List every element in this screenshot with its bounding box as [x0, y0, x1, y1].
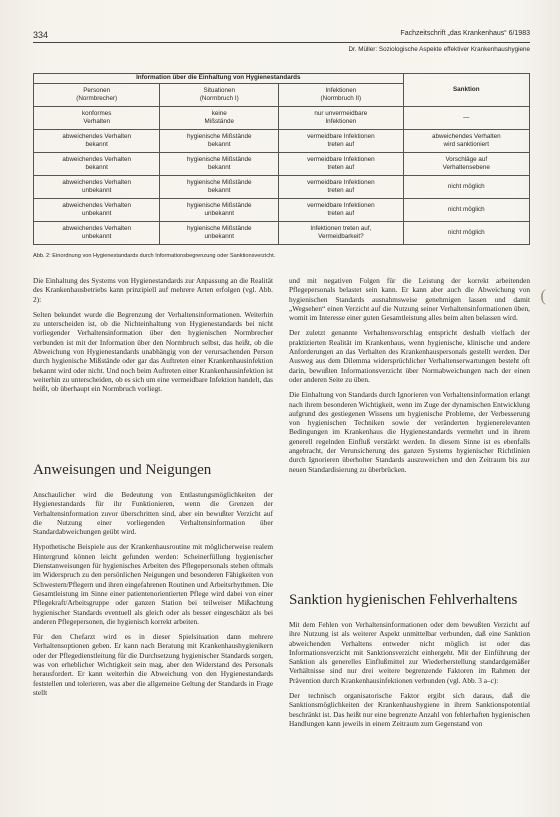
table-body [34, 107, 530, 245]
table-cell: abweichendes Verhalten bekannt [34, 130, 160, 153]
right-column-bottom [289, 620, 530, 734]
table-cell: hygienische Mißstände unbekannt [160, 222, 279, 245]
table-cell: vermeidbare Infektionen treten auf [279, 130, 403, 153]
table-cell: — [403, 107, 529, 130]
table-title: Information über die Einhaltung von Hygienestandards [34, 74, 404, 84]
table-cell: abweichendes Verhalten bekannt [34, 153, 160, 176]
right-column-top [289, 276, 530, 480]
table-cell: nicht möglich [403, 176, 529, 199]
table-cell: abweichendes Verhalten unbekannt [34, 176, 160, 199]
table-cell: nur unvermeidbare Infektionen [279, 107, 403, 130]
table-cell: vermeidbare Infektionen treten auf [279, 153, 403, 176]
margin-mark: ( [540, 286, 546, 305]
table-cell: Vorschläge auf Verhaltensebene [403, 153, 529, 176]
table-header-sanktion: Sanktion [403, 74, 529, 107]
body-paragraph: Der technisch organisatorische Faktor ergibt sich daraus, daß die Sanktionsmöglichkeiten der Krankenhaushygiene in ihrem Sanktionspotential beschränkt ist. Das heißt nur eine begrenzte Anzahl von fehlerhaften hygienischen Handlungen kann jeweils in einem Zeitraum zum Gegenstand von [289, 691, 530, 728]
table-cell: abweichendes Verhalten unbekannt [34, 222, 160, 245]
table-cell: hygienische Mißstände bekannt [160, 130, 279, 153]
journal-title: Fachzeitschrift „das Krankenhaus“ 6/1983 [400, 30, 530, 37]
body-paragraph: Für den Chefarzt wird es in dieser Spielsituation dann mehrere Verhaltensoptionen geben. Er kann nach Beratung mit Krankenhaushygienikern oder der Pflegedienstleitung für die Durchsetzung hygienischer Standards sorgen, was von erheblicher Wichtigkeit sein mag, aber den Widerstand des Personals herausfordert. Er kann weiterhin die Abweichung von den Hygienestandards feststellen und tolerieren, was aber die allgemeine Geltung der Standards in Frage stellt [33, 632, 273, 697]
table-row [34, 199, 530, 222]
table-cell: hygienische Mißstände bekannt [160, 176, 279, 199]
table-row [34, 130, 530, 153]
left-column-top [33, 276, 273, 400]
table-cell: nicht möglich [403, 199, 529, 222]
table-row [34, 107, 530, 130]
table-row [34, 176, 530, 199]
table-row [34, 153, 530, 176]
table-cell: nicht möglich [403, 222, 529, 245]
table-cell: abweichendes Verhalten unbekannt [34, 199, 160, 222]
body-paragraph: Die Einhaltung des Systems von Hygienestandards zur Anpassung an die Realität des Krankenhausbetriebs kann prinzipiell auf mehrere Arten erfolgen (vgl. Abb. 2): [33, 276, 273, 304]
table-cell: hygienische Mißstände unbekannt [160, 199, 279, 222]
table-cell: Infektionen treten auf, Vermeidbarkeit? [279, 222, 403, 245]
body-paragraph: Hypothetische Beispiele aus der Krankenhausroutine mit möglicherweise realem Hintergrund können leicht gefunden werden: Scheinerfüllung hygienischer Dienstanweisungen für hygienisches Arbeiten des Pflegepersonals stehen oftmals im Widerspruch zu den persönlichen Neigungen und besonderen Fähigkeiten von Schwestern/Pflegern und ihren eingefahrenen Routinen und Arbeitsrhythmen. Die Gesamtleistung im Sinne einer patientenorientierten Pflege wird dabei von einer Pflegekraft/Arbeitsgruppe oder ganzen Station bei teilweiser Mißachtung hygienischer Standards eventuell als gleich oder als besser eingeschätzt als bei anderen Pflegepersonen, die hygienisch korrekt arbeiten. [33, 542, 273, 626]
information-table [33, 73, 530, 245]
table-cell: abweichendes Verhalten wird sanktioniert [403, 130, 529, 153]
table-cell: konformes Verhalten [34, 107, 160, 130]
table-cell: vermeidbare Infektionen treten auf [279, 176, 403, 199]
left-column-bottom [33, 490, 273, 703]
page-number: 334 [33, 30, 49, 40]
body-paragraph: Selten bekundet wurde die Begrenzung der Verhaltensinformationen. Weiterhin zu unterscheiden ist, ob die Nichteinhaltung von Hygienestandards bei nicht vorliegender Verhaltensinformation über den hygienischen Normbrecher verbunden ist mit der Information über den Normbruch selbst, das heißt, ob die Abweichung von Hygienestandards unabhängig von der verursachenden Person durch hygienische Mißstände oder gar das Auftreten einer Krankenhausinfektion bekannt wird oder nicht. Und noch beim Auftreten einer Krankenhausinfektion ist weiterhin zu unterscheiden, ob es sich um eine vermeidbare Infektion handelt, das heißt, ob überhaupt ein Normbruch vorliegt. [33, 309, 273, 394]
body-paragraph: und mit negativen Folgen für die Leistung der korrekt arbeitenden Pflegepersonals belastet sein kann. Er kann aber auch die Abweichung von hygienischen Standards ausnahmsweise genehmigen lassen und damit „Wegsehen“ einen Verzicht auf die Nutzung seiner Verhaltensinformationen üben, womit im Interesse einer guten Gesamtleistung alles beim alten belassen wird. [289, 276, 530, 323]
body-paragraph: Mit dem Fehlen von Verhaltensinformationen oder dem bewußten Verzicht auf ihre Nutzung ist als weiterer Aspekt unmittelbar verbunden, daß eine Sanktion abweichenden Verhaltens entweder nicht möglich ist oder das Informationsverzicht mit Sanktionsverzicht einhergeht. Mit der Einführung der Sanktion als generelles Einflußmittel zur Wiederherstellung standardgemäßer Verhältnisse sind nur drei weitere begrenzende Faktoren im Rahmen der Prävention durch Krankenhausinfektionen verbunden (vgl. Abb. 3 a–c): [289, 620, 530, 685]
body-paragraph: Der zuletzt genannte Verhaltensvorschlag entspricht deshalb vielfach der praktizierten Realität im Krankenhaus, wenn hygienische, klinische und andere Anforderungen an das Verhalten des Krankenhauspersonals gestellt werden. Der Ausweg aus dem Dilemma widersprüchlicher Verhaltenserwartungen besteht oft darin, bewußten Informationsverzicht über Normabweichungen nach der einen oder anderen Seite zu üben. [289, 328, 530, 384]
figure-caption: Abb. 2: Einordnung von Hygienestandards durch Informationsbegrenzung oder Sanktionsverzicht. [33, 253, 276, 259]
table-header-cell: Infektionen (Normbruch II) [279, 84, 403, 107]
table-header-cell: Situationen (Normbruch I) [160, 84, 279, 107]
table-row [34, 222, 530, 245]
left-section-heading: Anweisungen und Neigungen [33, 462, 212, 478]
header-rule [33, 42, 530, 43]
table-cell: hygienische Mißstände bekannt [160, 153, 279, 176]
body-paragraph: Die Einhaltung von Standards durch Ignorieren von Verhaltensinformation erlangt nach ihrem besonderen Wichtigkeit, wenn im Zuge der dynamischen Entwicklung aufgrund des gestiegenen Wissens um hygienische Probleme, der Verbesserung von hygienischen Techniken sowie der veränderten hygienerelevanten Bedingungen im Krankenhaus die Hygienestandards vermehrt und in ihrem generell regelnden Einfluß verstärkt werden. In diesem Sinne ist es ebenfalls angebracht, der Verunsicherung des ganzen Systems hygienischer Richtlinien durch Ignorieren überholter Standards auszuweichen und den Zeitraum bis zur neuen Standardisierung zu überbrücken. [289, 390, 530, 474]
body-paragraph: Anschaulicher wird die Bedeutung von Entlastungsmöglichkeiten der Hygienestandards für ihr Funktionieren, wenn die Grenzen der Verhaltensinformation zuvor überschritten sind, aber ein bewußter Verzicht auf die Nutzung einer vorliegenden Verhaltensinformation über Standardabweichungen geübt wird. [33, 490, 273, 537]
table-header-cell: Personen (Normbrecher) [34, 84, 160, 107]
table-cell: keine Mißstände [160, 107, 279, 130]
table-cell: vermeidbare Infektionen treten auf [279, 199, 403, 222]
running-head-author: Dr. Müller: Soziologische Aspekte effektiver Krankenhaushygiene [348, 46, 530, 53]
right-section-heading: Sanktion hygienischen Fehlverhaltens [289, 592, 518, 608]
